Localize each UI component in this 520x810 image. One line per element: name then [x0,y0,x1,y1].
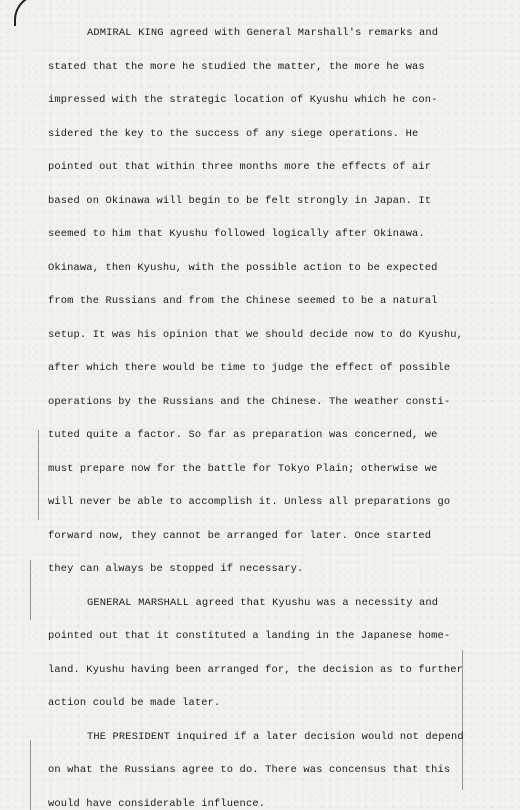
corner-pen-mark [14,0,42,26]
paragraph-the-president: THE PRESIDENT inquired if a later decision would not depend on what the Russians agree to do. There was concensus that this would have considerable influence. [48,730,464,810]
margin-mark [38,430,39,520]
document-text [48,17,498,810]
margin-mark [30,560,31,620]
paragraph-general-marshall: GENERAL MARSHALL agreed that Kyushu was a necessity and pointed out that it constituted a landing in the Japanese home- land. Kyushu having been arranged for, the decision as to further action could be made later. [48,596,464,709]
paragraph-admiral-king: ADMIRAL KING agreed with General Marshall's remarks and stated that the more he studied the matter, the more he was impressed with the strategic location of Kyushu which he con- sidered the key to the success of any siege operations. He pointed out that within three months more the effects of air based on Okinawa will begin to be felt strongly in Japan. It seemed to him that Kyushu followed logically after Okinawa. Okinawa, then Kyushu, with the possible action to be expected from the Russians and from the Chinese seemed to be a natural setup. It was his opinion that we should decide now to do Kyushu, after which there would be time to judge the effect of possible operations by the Russians and the Chinese. The weather consti- tuted quite a factor. So far as preparation was concerned, we must prepare now for the battle for Tokyo Plain; otherwise we will never be able to accomplish it. Unless all preparations go forward now, they cannot be arranged for later. Once started they can always be stopped if necessary. [48,27,464,575]
margin-mark [30,740,31,810]
